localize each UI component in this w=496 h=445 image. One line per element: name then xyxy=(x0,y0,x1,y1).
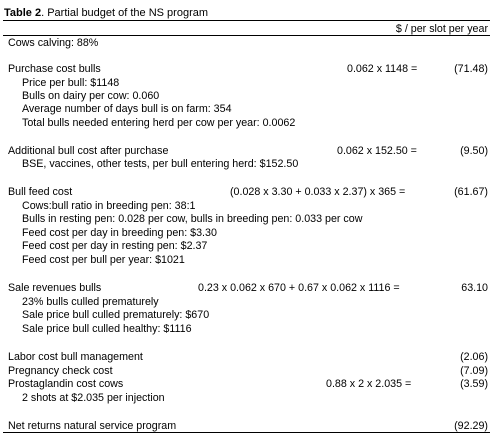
sale-detail: Sale price bull culled prematurely: $670 xyxy=(22,309,210,321)
purchase-label: Purchase cost bulls xyxy=(8,63,101,75)
unit-header: $ / per slot per year xyxy=(395,23,488,35)
table-caption: . Partial budget of the NS program xyxy=(41,7,209,19)
net-value: (92.29) xyxy=(454,420,488,432)
feed-formula: (0.028 x 3.30 + 0.033 x 2.37) x 365 = xyxy=(230,186,406,198)
bottom-rule xyxy=(3,432,490,433)
prostaglandin-value: (3.59) xyxy=(460,378,488,390)
purchase-formula: 0.062 x 1148 = xyxy=(347,63,418,75)
sale-value: 63.10 xyxy=(461,282,488,294)
prostaglandin-formula: 0.88 x 2 x 2.035 = xyxy=(326,378,412,390)
feed-detail: Feed cost per day in resting pen: $2.37 xyxy=(22,240,208,252)
feed-detail: Bulls in resting pen: 0.028 per cow, bulls in breeding pen: 0.033 per cow xyxy=(22,213,363,225)
cows-calving: Cows calving: 88% xyxy=(8,37,99,49)
pregnancy-value: (7.09) xyxy=(460,365,488,377)
labor-label: Labor cost bull management xyxy=(8,351,143,363)
feed-detail: Feed cost per bull per year: $1021 xyxy=(22,254,185,266)
sale-label: Sale revenues bulls xyxy=(8,282,102,294)
additional-label: Additional bull cost after purchase xyxy=(8,145,169,157)
purchase-detail: Price per bull: $1148 xyxy=(22,77,120,89)
purchase-detail: Average number of days bull is on farm: 354 xyxy=(22,103,232,115)
feed-label: Bull feed cost xyxy=(8,186,73,198)
sale-formula: 0.23 x 0.062 x 670 + 0.67 x 0.062 x 1116 = xyxy=(198,282,400,294)
additional-value: (9.50) xyxy=(460,145,488,157)
table-label: Table 2 xyxy=(4,7,42,19)
top-rule xyxy=(3,20,490,21)
labor-value: (2.06) xyxy=(460,351,488,363)
prostaglandin-detail: 2 shots at $2.035 per injection xyxy=(22,392,165,404)
sale-detail: Sale price bull culled healthy: $1116 xyxy=(22,323,192,335)
feed-value: (61.67) xyxy=(454,186,488,198)
net-label: Net returns natural service program xyxy=(8,420,177,432)
purchase-detail: Total bulls needed entering herd per cow per year: 0.0062 xyxy=(22,117,296,129)
purchase-detail: Bulls on dairy per cow: 0.060 xyxy=(22,90,160,102)
additional-formula: 0.062 x 152.50 = xyxy=(337,145,417,157)
sale-detail: 23% bulls culled prematurely xyxy=(22,296,159,308)
header-rule xyxy=(3,35,490,36)
feed-detail: Cows:bull ratio in breeding pen: 38:1 xyxy=(22,200,196,212)
purchase-value: (71.48) xyxy=(454,63,488,75)
feed-detail: Feed cost per day in breeding pen: $3.30 xyxy=(22,227,217,239)
table-title xyxy=(4,7,208,19)
prostaglandin-label: Prostaglandin cost cows xyxy=(8,378,124,390)
additional-detail: BSE, vaccines, other tests, per bull entering herd: $152.50 xyxy=(22,158,299,170)
pregnancy-label: Pregnancy check cost xyxy=(8,365,113,377)
